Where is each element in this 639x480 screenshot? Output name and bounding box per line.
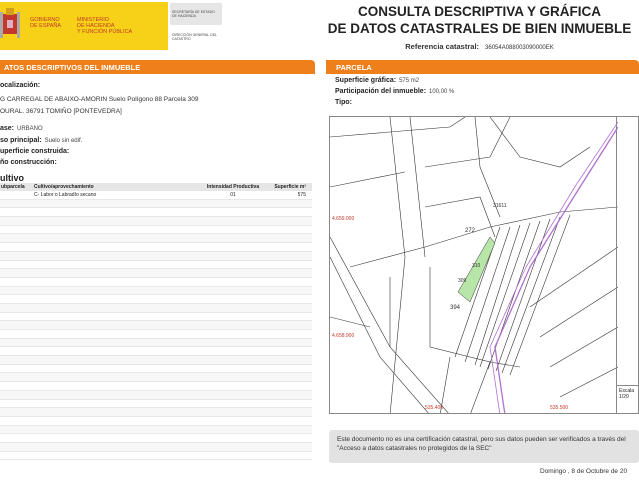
- parcel-272-label: 272: [465, 228, 476, 234]
- svg-text:535.400: 535.400: [425, 405, 444, 411]
- table-row-empty: [0, 365, 312, 374]
- superficie-grafica-value: 575 m2: [399, 78, 420, 84]
- participacion-label: Participación del inmueble:: [335, 88, 427, 95]
- ano-construccion-label: ño construcción:: [0, 159, 57, 166]
- svg-text:309: 309: [458, 278, 467, 284]
- ref-label: Referencia catastral:: [405, 42, 480, 51]
- localizacion-label: ocalización:: [0, 82, 41, 89]
- ministry-label: [77, 17, 132, 35]
- table-row-empty: [0, 382, 312, 391]
- table-row-empty: [0, 434, 312, 443]
- scale-value: 1/20: [619, 394, 629, 400]
- scale-box: [616, 385, 638, 413]
- section-header-descriptive: ATOS DESCRIPTIVOS DEL INMUEBLE: [0, 60, 315, 74]
- table-row-empty: [0, 330, 312, 339]
- cultivo-title: ultivo: [0, 173, 24, 183]
- ministry-line1: MINISTERIO: [77, 17, 110, 23]
- cultivo-table: [0, 183, 312, 460]
- table-row-empty: [0, 243, 312, 252]
- table-row-empty: [0, 278, 312, 287]
- ministry-line2: DE HACIENDA: [77, 23, 115, 29]
- gov-line2: DE ESPAÑA: [30, 23, 62, 29]
- svg-text:31611: 31611: [493, 203, 507, 209]
- header-intensidad: Intensidad Productiva: [206, 184, 260, 190]
- clase-value: URBANO: [17, 126, 43, 132]
- direccion-label: DIRECCIÓN GENERAL DEL CATASTRO: [172, 33, 217, 41]
- disclaimer-note: Este documento no es una certificación catastral, pero sus datos pueden ser verificados a través del "Acceso a datos catastrales no protegidos de la SEC": [329, 430, 639, 463]
- scale-label: Escala: [619, 388, 635, 394]
- table-row-empty: [0, 313, 312, 322]
- table-row-empty: [0, 443, 312, 452]
- table-row-empty: [0, 391, 312, 400]
- clase-label: ase:: [0, 125, 15, 132]
- participacion-field: [335, 88, 454, 95]
- title-line1: CONSULTA DESCRIPTIVA Y GRÁFICA: [357, 4, 601, 19]
- title-line2: DE DATOS CATASTRALES DE BIEN INMUEBLE: [327, 21, 632, 36]
- table-row-empty: [0, 321, 312, 330]
- superficie-construida-label: uperficie construida:: [0, 148, 70, 155]
- ministry-line3: Y FUNCIÓN PÚBLICA: [77, 29, 133, 35]
- svg-text:310: 310: [472, 263, 481, 269]
- date-label: Domingo , 8 de Octubre de 20: [540, 468, 628, 475]
- table-row: [0, 191, 312, 200]
- table-row-empty: [0, 226, 312, 235]
- ref-value: 36054A088003090000EK: [485, 45, 554, 51]
- uso-value: Suelo sin edif.: [44, 138, 83, 144]
- svg-text:535.500: 535.500: [550, 405, 569, 411]
- section-header-parcela: PARCELA: [326, 60, 639, 74]
- government-logo: [0, 0, 230, 52]
- table-row-empty: [0, 452, 312, 461]
- svg-text:394: 394: [450, 305, 461, 311]
- table-row-empty: [0, 208, 312, 217]
- table-row-empty: [0, 217, 312, 226]
- cadastral-map[interactable]: [329, 116, 639, 414]
- table-row-empty: [0, 200, 312, 209]
- uso-field: [0, 137, 82, 144]
- table-row-empty: [0, 339, 312, 348]
- table-row-empty: [0, 261, 312, 270]
- reference: [320, 42, 639, 51]
- table-body: [0, 191, 312, 460]
- header-superficie: Superficie m²: [274, 184, 306, 190]
- localizacion-line1: G CARREGAL DE ABAIXO-AMORIN Suelo Polígono 88 Parcela 309: [0, 96, 199, 103]
- table-row-empty: [0, 356, 312, 365]
- table-row-empty: [0, 426, 312, 435]
- svg-text:4.659.000: 4.659.000: [332, 216, 355, 222]
- header-cultivo: Cultivo/aprovechamiento: [34, 184, 94, 190]
- participacion-value: 100,00 %: [429, 89, 455, 95]
- superficie-grafica-label: Superficie gráfica:: [335, 77, 397, 84]
- svg-text:4.658.900: 4.658.900: [332, 333, 355, 339]
- secretaria-label: SECRETARÍA DE ESTADO DE HACIENDA: [170, 3, 222, 25]
- tipo-label: Tipo:: [335, 99, 352, 106]
- map-drawing: [330, 117, 618, 414]
- table-row-empty: [0, 252, 312, 261]
- coat-of-arms-icon: [0, 6, 22, 42]
- table-row-empty: [0, 417, 312, 426]
- table-row-empty: [0, 304, 312, 313]
- table-row-empty: [0, 408, 312, 417]
- header-subparcela: ubparcela: [1, 184, 25, 190]
- table-row-empty: [0, 347, 312, 356]
- gov-line1: GOBIERNO: [30, 17, 60, 23]
- clase-field: [0, 125, 43, 132]
- gov-label: [30, 17, 61, 29]
- superficie-grafica-field: [335, 77, 419, 84]
- cell-intensidad: 01: [230, 191, 236, 198]
- table-row-empty: [0, 400, 312, 409]
- cell-superficie: 575: [297, 191, 306, 198]
- uso-label: so principal:: [0, 137, 42, 144]
- table-header: [0, 183, 312, 191]
- table-row-empty: [0, 295, 312, 304]
- page-title: [320, 3, 639, 37]
- cell-cultivo: C- Labor o Labradío secano: [34, 191, 97, 198]
- table-row-empty: [0, 373, 312, 382]
- table-row-empty: [0, 287, 312, 296]
- map-legend: [616, 117, 638, 387]
- table-row-empty: [0, 234, 312, 243]
- localizacion-line2: OURAL. 36791 TOMIÑO [PONTEVEDRA]: [0, 108, 122, 115]
- table-row-empty: [0, 269, 312, 278]
